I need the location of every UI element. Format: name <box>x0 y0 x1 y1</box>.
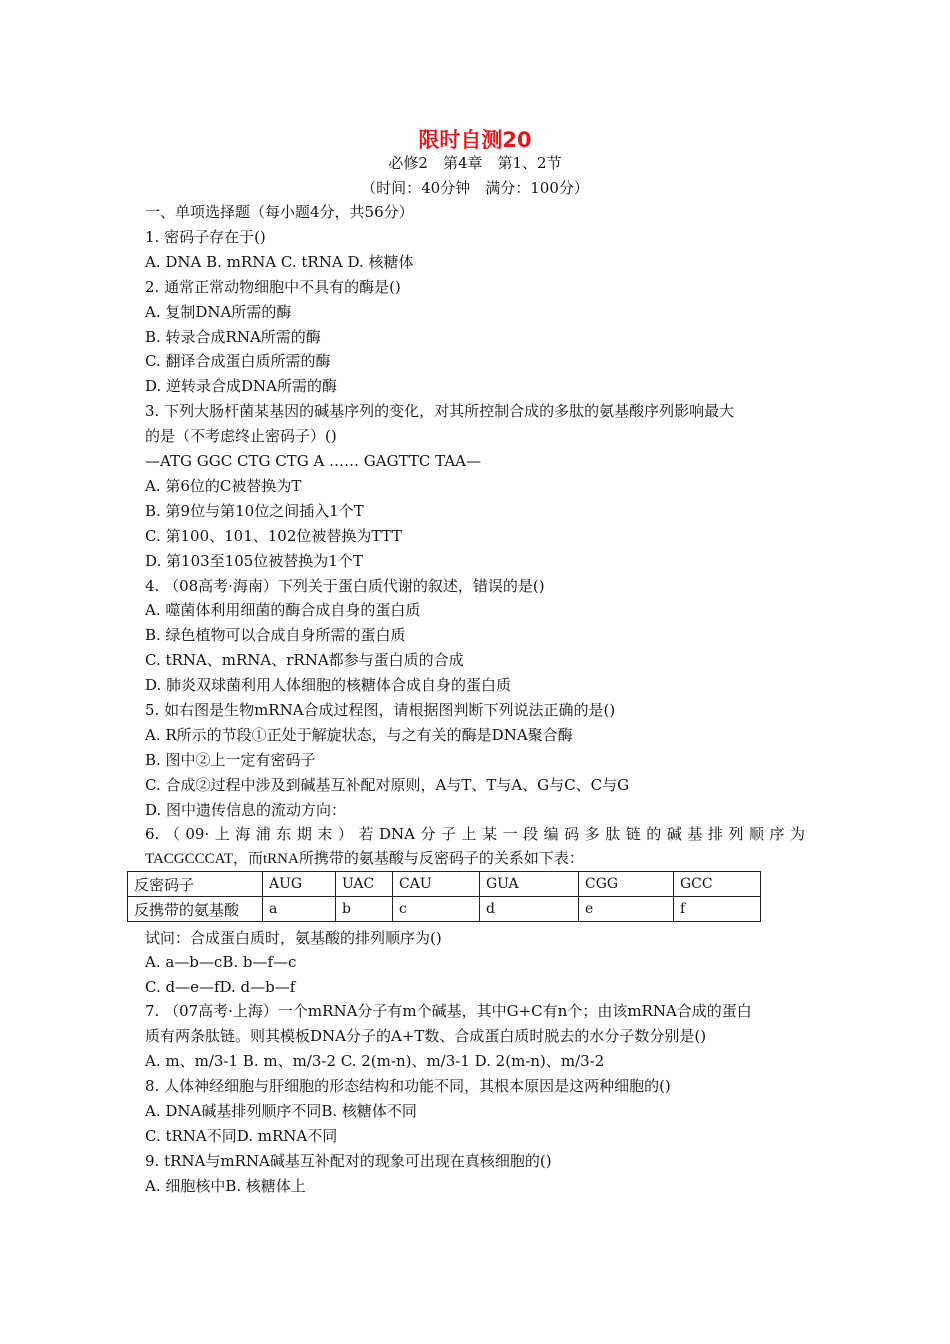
option-line: A. DNA碱基排列顺序不同B. 核糖体不同 <box>145 1102 417 1120</box>
question-line: 4. （08高考·海南）下列关于蛋白质代谢的叙述，错误的是() <box>145 577 545 595</box>
table-header-cell: 反密码子 <box>128 872 263 897</box>
question-line: 质有两条肽链。则其模板DNA分子的A+T数、合成蛋白质时脱去的水分子数分别是() <box>145 1027 707 1045</box>
table-cell: CAU <box>393 872 480 897</box>
option-line: A. m、m/3-1 B. m、m/3-2 C. 2(m-n)、m/3-1 D. 2(m-n)、m/3-2 <box>145 1052 605 1070</box>
question-line: 的是（不考虑终止密码子）() <box>145 427 337 445</box>
option-line: A. 复制DNA所需的酶 <box>145 303 292 321</box>
table-cell: AUG <box>263 872 336 897</box>
section-heading: 一、单项选择题（每小题4分，共56分） <box>145 203 414 221</box>
option-line: D. 图中遗传信息的流动方向： <box>145 801 347 819</box>
table-header-cell: 反携带的氨基酸 <box>128 897 263 922</box>
option-line: A. a—b—cB. b—f—c <box>145 953 297 971</box>
option-line: C. tRNA不同D. mRNA不同 <box>145 1127 338 1145</box>
option-line: D. 第103至105位被替换为1个T <box>145 552 363 570</box>
option-line: C. d—e—fD. d—b—f <box>145 978 296 996</box>
option-line: C. tRNA、mRNA、rRNA都参与蛋白质的合成 <box>145 651 464 669</box>
option-line: C. 翻译合成蛋白质所需的酶 <box>145 352 331 370</box>
table-cell: e <box>579 897 674 922</box>
table-cell: d <box>480 897 579 922</box>
table-cell: f <box>674 897 761 922</box>
table-row <box>128 872 761 897</box>
time-info: （时间：40分钟 满分：100分） <box>361 179 589 197</box>
option-line: A. 第6位的C被替换为T <box>145 477 302 495</box>
option-line: B. 图中②上一定有密码子 <box>145 751 316 769</box>
page-title: 限时自测20 <box>418 128 532 152</box>
option-line: C. 第100、101、102位被替换为TTT <box>145 527 402 545</box>
question-line: 6.（09·上海浦东期末）若DNA分子上某一段编码多肽链的碱基排列顺序为 <box>145 825 805 843</box>
option-line: A. 细胞核中B. 核糖体上 <box>145 1177 306 1195</box>
option-line: A. R所示的节段①正处于解旋状态，与之有关的酶是DNA聚合酶 <box>145 726 573 744</box>
table-cell: c <box>393 897 480 922</box>
dna-sequence: —ATG GGC CTG CTG A …… GAGTTC TAA— <box>145 452 481 470</box>
table-cell: CGG <box>579 872 674 897</box>
question-line: 1. 密码子存在于() <box>145 228 266 246</box>
table-row <box>128 897 761 922</box>
question-line: TACGCCCAT，而tRNA所携带的氨基酸与反密码子的关系如下表： <box>145 851 584 867</box>
table-cell: GUA <box>480 872 579 897</box>
subtitle: 必修2 第4章 第1、2节 <box>388 154 562 172</box>
option-line: C. 合成②过程中涉及到碱基互补配对原则，A与T、T与A、G与C、C与G <box>145 776 630 794</box>
question-line: 7. （07高考·上海）一个mRNA分子有m个碱基，其中G+C有n个；由该mRNA合成的蛋白 <box>145 1002 752 1020</box>
question-line: 9. tRNA与mRNA碱基互补配对的现象可出现在真核细胞的() <box>145 1152 552 1170</box>
option-line: B. 绿色植物可以合成自身所需的蛋白质 <box>145 626 406 644</box>
question-line: 5. 如右图是生物mRNA合成过程图，请根据图判断下列说法正确的是() <box>145 701 616 719</box>
option-line: A. 噬菌体利用细菌的酶合成自身的蛋白质 <box>145 601 421 619</box>
option-line: B. 第9位与第10位之间插入1个T <box>145 502 364 520</box>
question-line: 3. 下列大肠杆菌某基因的碱基序列的变化，对其所控制合成的多肽的氨基酸序列影响最大 <box>145 402 735 420</box>
option-line: A. DNA B. mRNA C. tRNA D. 核糖体 <box>145 253 414 271</box>
option-line: D. 肺炎双球菌利用人体细胞的核糖体合成自身的蛋白质 <box>145 676 512 694</box>
question-line: 8. 人体神经细胞与肝细胞的形态结构和功能不同，其根本原因是这两种细胞的() <box>145 1077 671 1095</box>
codon-table <box>127 871 761 922</box>
question-line: 试问：合成蛋白质时，氨基酸的排列顺序为() <box>145 929 442 947</box>
table-cell: b <box>336 897 393 922</box>
question-line: 2. 通常正常动物细胞中不具有的酶是() <box>145 278 401 296</box>
table-cell: a <box>263 897 336 922</box>
table-cell: GCC <box>674 872 761 897</box>
option-line: D. 逆转录合成DNA所需的酶 <box>145 377 338 395</box>
option-line: B. 转录合成RNA所需的酶 <box>145 328 321 346</box>
table-cell: UAC <box>336 872 393 897</box>
